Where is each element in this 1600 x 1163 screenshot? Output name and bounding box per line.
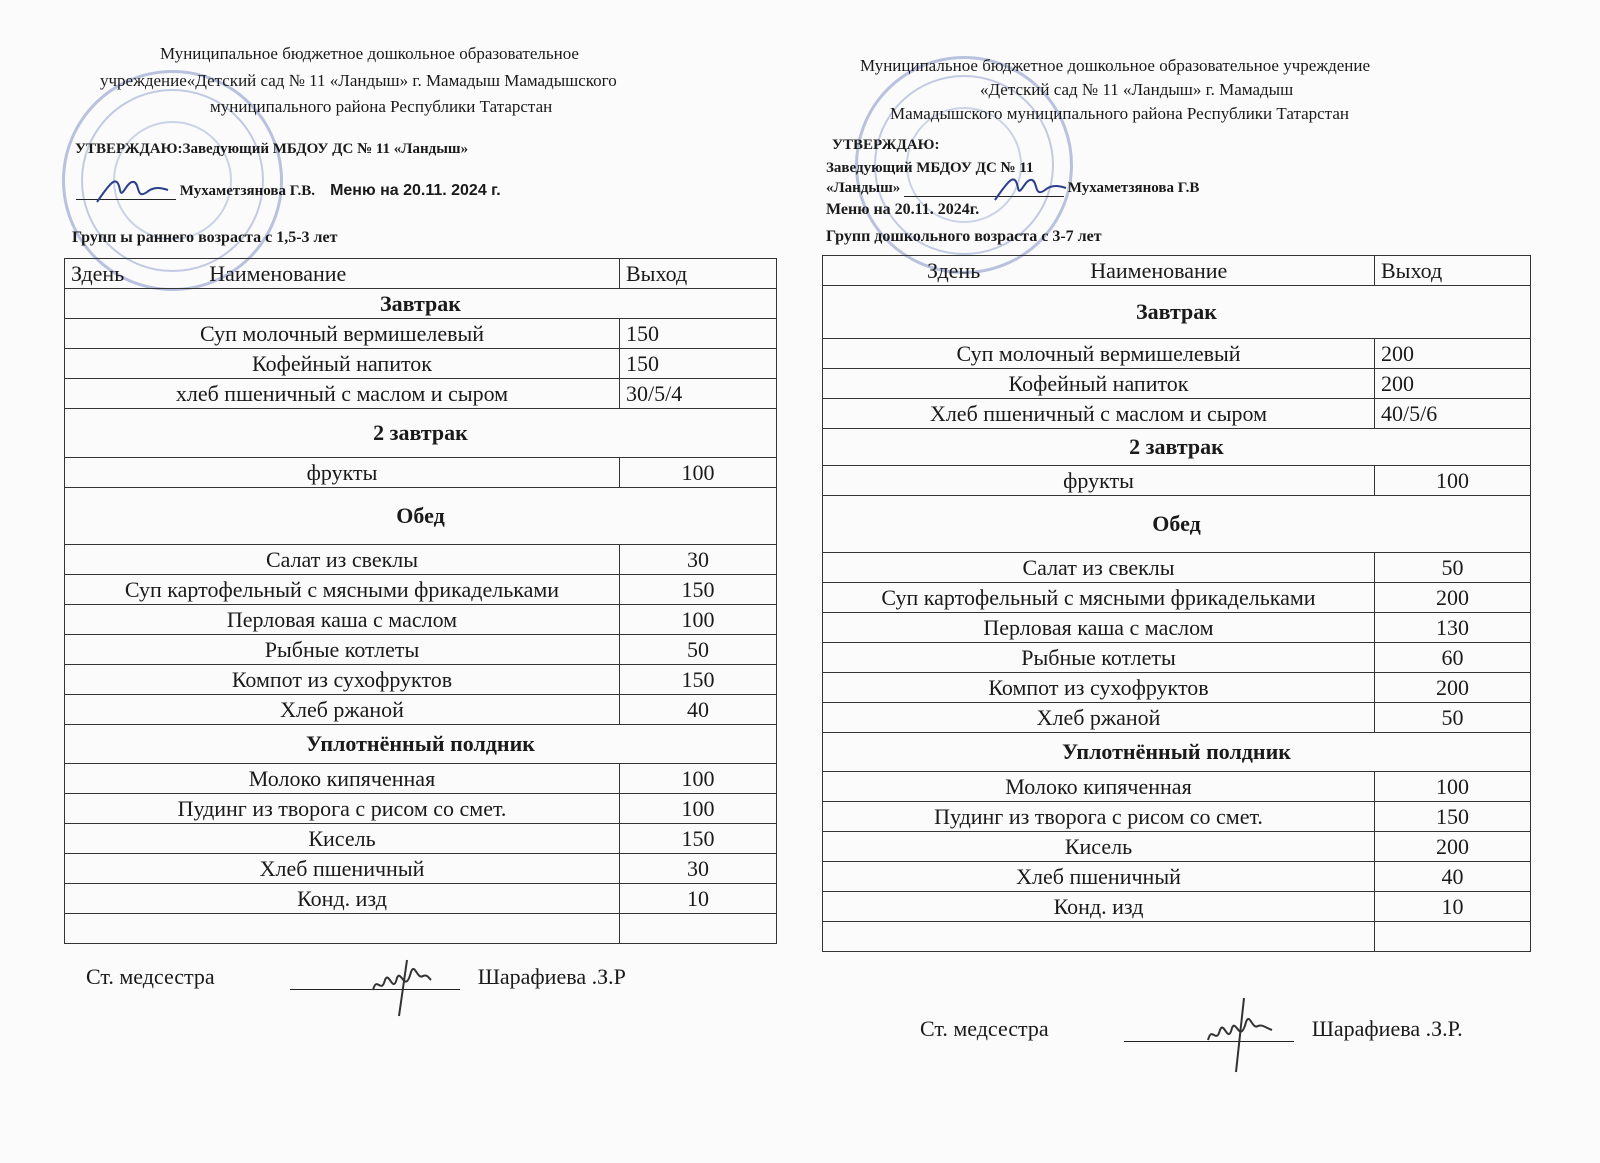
table-row	[65, 605, 777, 635]
right-org-line2: «Детский сад № 11 «Ландыш» г. Мамадыш	[980, 80, 1294, 99]
section-snack: Уплотнённый полдник	[823, 733, 1531, 772]
section-row	[823, 733, 1531, 772]
left-org-line3: муниципального района Республики Татарстан	[210, 97, 553, 116]
dish-name: Рыбные котлеты	[823, 643, 1375, 673]
dish-output: 200	[1375, 832, 1531, 862]
dish-name: Салат из свеклы	[823, 553, 1375, 583]
column-name-header: Наименование	[1090, 257, 1228, 283]
dish-output: 30/5/4	[620, 379, 777, 409]
dish-output: 10	[620, 884, 777, 914]
dish-name: Кофейный напиток	[65, 349, 620, 379]
table-row	[823, 802, 1531, 832]
dish-output: 40	[620, 695, 777, 725]
left-approve: УТВЕРЖДАЮ:Заведующий МБДОУ ДС № 11 «Ландыш»	[75, 141, 469, 157]
table-row	[823, 613, 1531, 643]
column-output-header: Выход	[620, 259, 777, 289]
dish-output: 150	[1375, 802, 1531, 832]
right-org-line3: Мамадышского муниципального района Республики Татарстан	[890, 104, 1349, 123]
dish-output: 150	[620, 575, 777, 605]
dish-name: Кофейный напиток	[823, 369, 1375, 399]
dish-output: 200	[1375, 369, 1531, 399]
table-row	[65, 458, 777, 488]
right-org-line1: Муниципальное бюджетное дошкольное образовательное учреждение	[860, 56, 1370, 75]
right-nurse-label: Ст. медсестра	[920, 1016, 1049, 1041]
section-breakfast: Завтрак	[823, 286, 1531, 339]
left-group-label: Групп ы раннего возраста с 1,5-3 лет	[72, 229, 338, 246]
dish-name: Хлеб ржаной	[823, 703, 1375, 733]
table-row	[823, 772, 1531, 802]
dish-name: Суп картофельный с мясными фрикадельками	[823, 583, 1375, 613]
dish-name: Конд. изд	[65, 884, 620, 914]
table-row	[823, 862, 1531, 892]
section-row	[823, 496, 1531, 553]
right-nurse-name: Шарафиева .З.Р.	[1311, 1016, 1463, 1041]
left-org-line1: Муниципальное бюджетное дошкольное образовательное	[160, 44, 579, 63]
table-row	[65, 824, 777, 854]
right-approve-line2: Заведующий МБДОУ ДС № 11	[826, 160, 1034, 176]
column-day-header: Здень	[71, 260, 125, 286]
table-header-row	[65, 259, 777, 289]
table-row	[65, 665, 777, 695]
dish-name: Хлеб пшеничный	[65, 854, 620, 884]
table-header-row	[823, 256, 1531, 286]
dish-name: Компот из сухофруктов	[823, 673, 1375, 703]
dish-output: 100	[620, 764, 777, 794]
table-row	[65, 319, 777, 349]
dish-output: 50	[1375, 703, 1531, 733]
right-head-signature	[990, 168, 1070, 208]
left-nurse-name: Шарафиева .З.Р	[477, 964, 626, 989]
dish-output: 100	[620, 458, 777, 488]
table-row	[65, 695, 777, 725]
dish-output: 200	[1375, 583, 1531, 613]
dish-name: Суп молочный вермишелевый	[65, 319, 620, 349]
table-row	[65, 854, 777, 884]
dish-name: фрукты	[65, 458, 620, 488]
table-row	[65, 884, 777, 914]
dish-name: Кисель	[823, 832, 1375, 862]
dish-output: 100	[620, 794, 777, 824]
table-row	[823, 339, 1531, 369]
left-nurse-footer	[86, 964, 626, 990]
section-breakfast2: 2 завтрак	[65, 409, 777, 458]
dish-name: Хлеб ржаной	[65, 695, 620, 725]
left-head-signature	[92, 170, 172, 210]
left-nurse-label: Ст. медсестра	[86, 964, 215, 989]
dish-output: 150	[620, 824, 777, 854]
dish-output: 150	[620, 349, 777, 379]
dish-output: 10	[1375, 892, 1531, 922]
table-row	[823, 553, 1531, 583]
right-nurse-footer	[920, 1016, 1463, 1042]
section-row	[823, 286, 1531, 339]
table-row-empty	[823, 922, 1531, 952]
table-row	[823, 643, 1531, 673]
section-breakfast2: 2 завтрак	[823, 429, 1531, 466]
table-row	[823, 703, 1531, 733]
table-row	[65, 635, 777, 665]
dish-name: Хлеб пшеничный с маслом и сыром	[823, 399, 1375, 429]
section-snack: Уплотнённый полдник	[65, 725, 777, 764]
column-output-header: Выход	[1375, 256, 1531, 286]
dish-name: Молоко кипяченная	[65, 764, 620, 794]
dish-output: 30	[620, 545, 777, 575]
section-lunch: Обед	[65, 488, 777, 545]
section-row	[823, 429, 1531, 466]
dish-output: 150	[620, 319, 777, 349]
table-row-empty	[65, 914, 777, 944]
dish-name: фрукты	[823, 466, 1375, 496]
dish-name: Кисель	[65, 824, 620, 854]
table-row	[823, 832, 1531, 862]
right-approve: УТВЕРЖДАЮ:	[832, 137, 940, 153]
table-row	[823, 673, 1531, 703]
dish-name: Перловая каша с маслом	[65, 605, 620, 635]
right-head-name: Мухаметзянова Г.В	[1067, 180, 1200, 196]
dish-output: 50	[620, 635, 777, 665]
table-row	[65, 349, 777, 379]
dish-name: Суп картофельный с мясными фрикадельками	[65, 575, 620, 605]
dish-name: Компот из сухофруктов	[65, 665, 620, 695]
column-name-header: Наименование	[209, 260, 347, 286]
table-row	[823, 369, 1531, 399]
dish-output: 40/5/6	[1375, 399, 1531, 429]
dish-output: 50	[1375, 553, 1531, 583]
section-row	[65, 725, 777, 764]
dish-output: 200	[1375, 673, 1531, 703]
table-row	[65, 379, 777, 409]
table-row	[823, 466, 1531, 496]
dish-output: 200	[1375, 339, 1531, 369]
dish-name: Салат из свеклы	[65, 545, 620, 575]
left-menu-table	[64, 258, 777, 944]
dish-output: 100	[620, 605, 777, 635]
table-row	[65, 764, 777, 794]
column-day-header: Здень	[927, 257, 981, 283]
table-row	[65, 545, 777, 575]
dish-output: 30	[620, 854, 777, 884]
dish-name: Хлеб пшеничный	[823, 862, 1375, 892]
dish-output: 150	[620, 665, 777, 695]
dish-name: Конд. изд	[823, 892, 1375, 922]
dish-output: 40	[1375, 862, 1531, 892]
table-row	[823, 892, 1531, 922]
dish-name: Перловая каша с маслом	[823, 613, 1375, 643]
dish-name: Суп молочный вермишелевый	[823, 339, 1375, 369]
right-menu-table	[822, 255, 1531, 952]
dish-output: 130	[1375, 613, 1531, 643]
right-nurse-signature	[1200, 990, 1280, 1075]
table-row	[65, 575, 777, 605]
section-breakfast: Завтрак	[65, 289, 777, 319]
left-org-line2: учреждение«Детский сад № 11 «Ландыш» г. Мамадыш Мамадышского	[100, 71, 617, 90]
dish-output: 60	[1375, 643, 1531, 673]
left-menu-date: Меню на 20.11. 2024 г.	[330, 182, 501, 199]
right-menu-date: Меню на 20.11. 2024г.	[826, 201, 980, 218]
dish-name: Пудинг из творога с рисом со смет.	[823, 802, 1375, 832]
dish-output: 100	[1375, 772, 1531, 802]
section-row	[65, 409, 777, 458]
table-row	[823, 399, 1531, 429]
table-row	[823, 583, 1531, 613]
section-lunch: Обед	[823, 496, 1531, 553]
dish-name: хлеб пшеничный с маслом и сыром	[65, 379, 620, 409]
table-row	[65, 794, 777, 824]
dish-output: 100	[1375, 466, 1531, 496]
dish-name: Молоко кипяченная	[823, 772, 1375, 802]
dish-name: Пудинг из творога с рисом со смет.	[65, 794, 620, 824]
dish-name: Рыбные котлеты	[65, 635, 620, 665]
right-approve-line3: «Ландыш»	[826, 180, 901, 196]
left-head-name: Мухаметзянова Г.В.	[179, 183, 316, 199]
left-nurse-signature	[365, 950, 435, 1020]
section-row	[65, 488, 777, 545]
section-row	[65, 289, 777, 319]
right-group-label: Групп дошкольного возраста с 3-7 лет	[826, 228, 1102, 245]
